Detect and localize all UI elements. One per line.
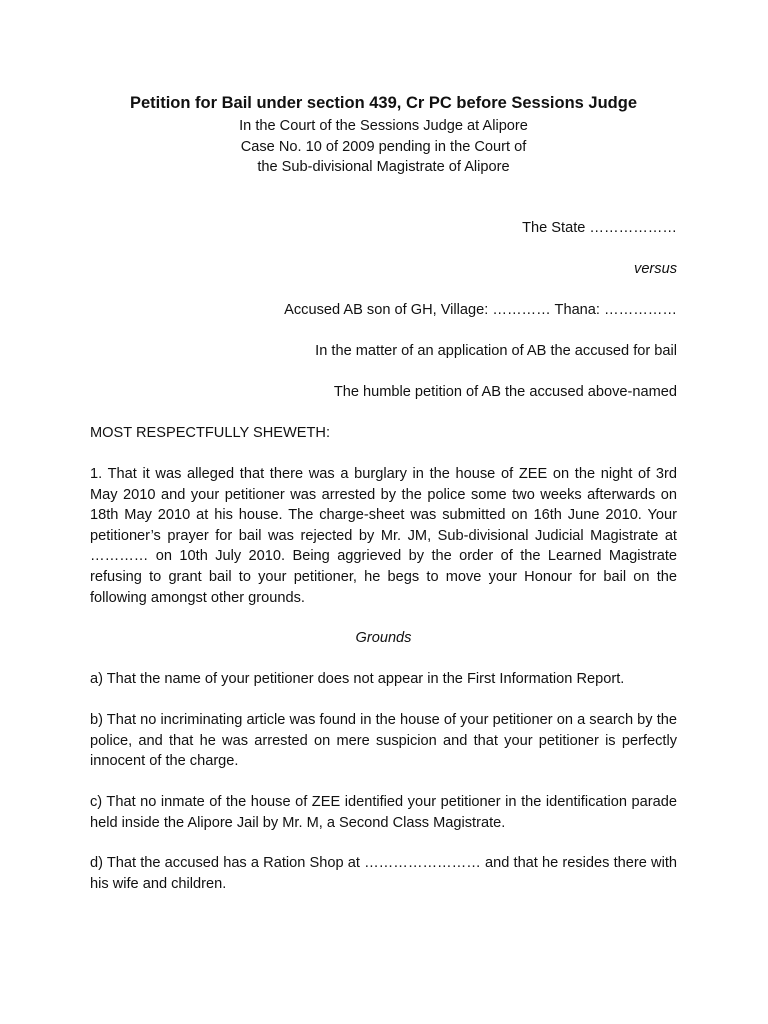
court-details <box>90 116 677 178</box>
sheweth-heading: MOST RESPECTFULLY SHEWETH: <box>90 425 331 441</box>
petition-line: The humble petition of AB the accused above-named <box>333 384 677 400</box>
court-line: In the Court of the Sessions Judge at Alipore <box>239 118 528 134</box>
ground-b: b) That no incriminating article was found in the house of your petitioner on a search by the police, and that he was arrested on mere suspicion and that your petitioner is perfectly innocent of the charge. <box>90 712 677 770</box>
ground-a: a) That the name of your petitioner does not appear in the First Information Report. <box>90 671 625 687</box>
matter-line: In the matter of an application of AB the accused for bail <box>315 343 677 359</box>
magistrate-line: the Sub-divisional Magistrate of Alipore <box>257 159 510 175</box>
paragraph-1: 1. That it was alleged that there was a burglary in the house of ZEE on the night of 3rd May 2010 and your petitioner was arrested by the police some two weeks afterwards on 18th May 2010 at his house. The charge-sheet was submitted on 16th June 2010. Your petitioner’s prayer for bail was rejected by Mr. JM, Sub-divisional Judicial Magistrate at ………… on 10th July 2010. Being aggrieved by the order of the Learned Magistrate refusing to grant bail to your petitioner, he begs to move your Honour for bail on the following amongst other grounds. <box>90 466 677 606</box>
accused-line: Accused AB son of GH, Village: ………… Thana: …………… <box>284 302 677 318</box>
ground-d: d) That the accused has a Ration Shop at …………………… and that he resides there with his wife and children. <box>90 855 677 892</box>
document-title: Petition for Bail under section 439, Cr PC before Sessions Judge <box>129 94 638 112</box>
versus-line: versus <box>634 261 677 277</box>
ground-c: c) That no inmate of the house of ZEE identified your petitioner in the identification parade held inside the Alipore Jail by Mr. M, a Second Class Magistrate. <box>90 794 677 831</box>
state-line: The State ……………… <box>522 220 677 236</box>
document-page <box>90 0 677 1024</box>
grounds-heading: Grounds <box>355 630 412 646</box>
case-number-line: Case No. 10 of 2009 pending in the Court of <box>240 138 527 155</box>
